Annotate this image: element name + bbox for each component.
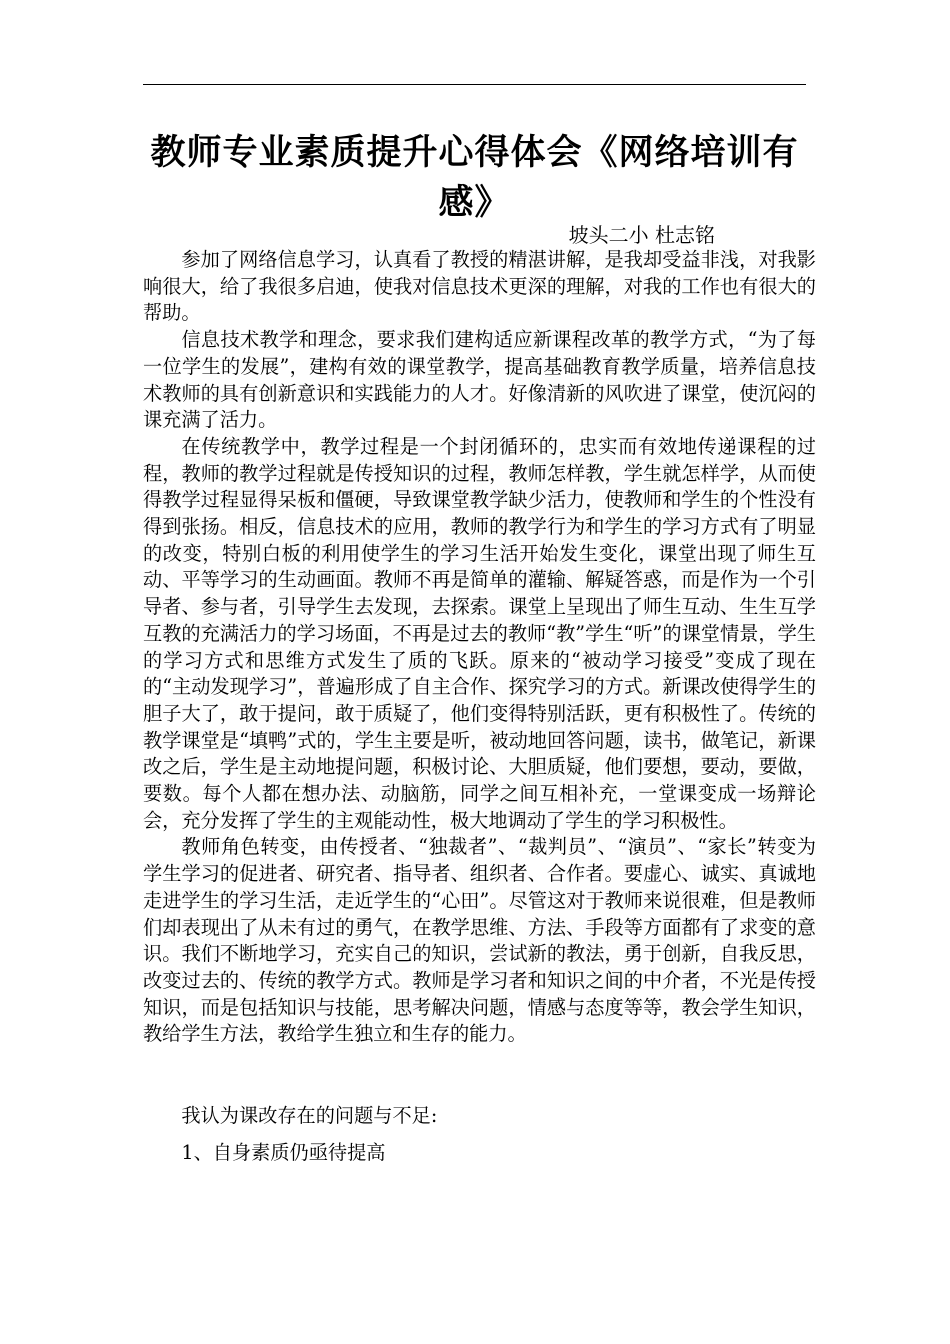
paragraph: 信息技术教学和理念，要求我们建构适应新课程改革的教学方式，“为了每一位学生的发展”，建构有效的课堂教学，提高基础教育教学质量，培养信息技术教师的具有创新意识和实践能力的人才。好像清新的风吹进了课堂，使沉闷的课充满了活力。	[143, 328, 816, 432]
list-item-block	[143, 1140, 806, 1166]
document-title: 教师专业素质提升心得体会《网络培训有感》	[150, 133, 799, 223]
paragraph: 参加了网络信息学习，认真看了教授的精湛讲解，是我却受益非浅，对我影响很大，给了我很多启迪，使我对信息技术更深的理解，对我的工作也有很大的帮助。	[143, 248, 816, 325]
paragraph: 在传统教学中，教学过程是一个封闭循环的，忠实而有效地传递课程的过程，教师的教学过程就是传授知识的过程，教师怎样教，学生就怎样学，从而使得教学过程显得呆板和僵硬，导致课堂教学缺少活力，使教师和学生的个性没有得到张扬。相反，信息技术的应用，教师的教学行为和学生的学习方式有了明显的改变，特别白板的利用使学生的学习生活开始发生变化，课堂出现了师生互动、平等学习的生动画面。教师不再是简单的灌输、解疑答惑，而是作为一个引导者、参与者，引导学生去发现，去探索。课堂上呈现出了师生互动、生生互学互教的充满活力的学习场面，不再是过去的教师“教”学生“听”的课堂情景，学生的学习方式和思维方式发生了质的飞跃。原来的“被动学习接受”变成了现在的“主动发现学习”，普遍形成了自主合作、探究学习的方式。新课改使得学生的胆子大了，敢于提问，敢于质疑了，他们变得特别活跃，更有积极性了。传统的教学课堂是“填鸭”式的，学生主要是听，被动地回答问题，读书，做笔记，新课改之后，学生是主动地提问题，积极讨论、大胆质疑，他们要想，要动，要做，要数。每个人都在想办法、动脑筋，同学之间互相补充，一堂课变成一场辩论会，充分发挥了学生的主观能动性，极大地调动了学生的学习积极性。	[143, 434, 816, 832]
header-rule	[143, 84, 806, 85]
body-text	[143, 247, 816, 1048]
list-item: 1、自身素质仍亟待提高	[181, 1141, 386, 1164]
problems-heading-block	[143, 1103, 806, 1129]
author-line: 坡头二小 杜志铭	[568, 223, 715, 247]
problems-heading: 我认为课改存在的问题与不足:	[181, 1104, 438, 1127]
paragraph: 教师角色转变，由传授者、“独裁者”、“裁判员”、“演员”、“家长”转变为学生学习的促进者、研究者、指导者、组织者、合作者。要虚心、诚实、真诚地走进学生的学习生活，走近学生的“心田”。尽管这对于教师来说很难，但是教师们却表现出了从未有过的勇气，在教学思维、方法、手段等方面都有了求变的意识。我们不断地学习，充实自己的知识，尝试新的教法，勇于创新，自我反思，改变过去的、传统的教学方式。教师是学习者和知识之间的中介者，不光是传授知识，而是包括知识与技能，思考解决问题，情感与态度等等，教会学生知识，教给学生方法，教给学生独立和生存的能力。	[143, 835, 816, 1046]
